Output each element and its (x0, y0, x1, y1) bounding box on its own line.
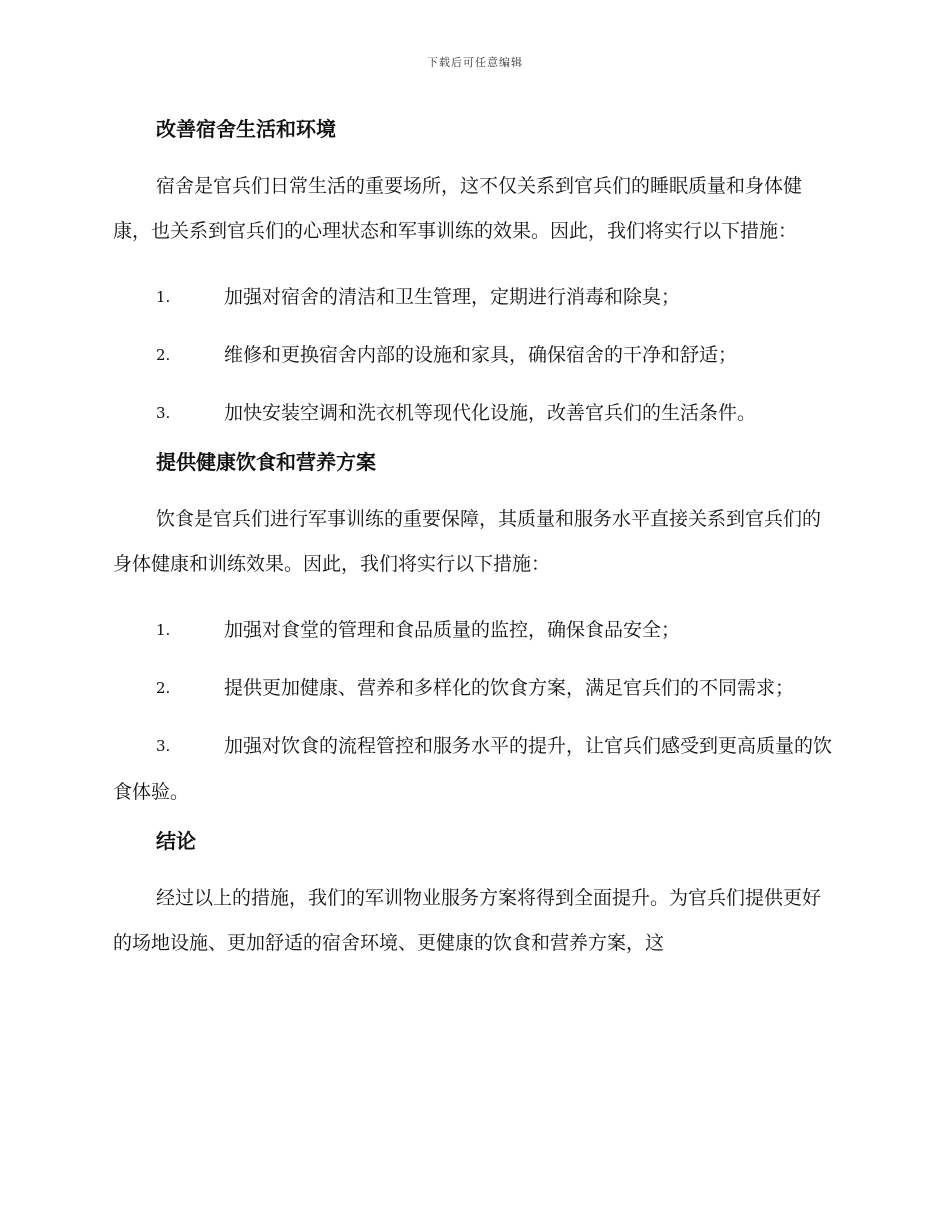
section-title: 改善宿舍生活和环境 (156, 117, 336, 141)
list-item-number: 3. (156, 737, 171, 755)
list-item (113, 274, 837, 320)
header-note: 下载后可任意编辑 (427, 56, 523, 69)
list-item-number: 1. (156, 288, 171, 306)
section-paragraph: 经过以上的措施，我们的军训物业服务方案将得到全面提升。为官兵们提供更好的场地设施、更加舒适的宿舍环境、更健康的饮食和营养方案，这 (113, 887, 822, 954)
measure-list (113, 607, 837, 815)
list-item-number: 1. (156, 621, 171, 639)
document-content (113, 115, 837, 986)
section-conclusion (113, 827, 837, 966)
list-item (113, 607, 837, 653)
measure-list (113, 274, 837, 436)
section-paragraph: 饮食是官兵们进行军事训练的重要保障，其质量和服务水平直接关系到官兵们的身体健康和训练效果。因此，我们将实行以下措施： (113, 508, 822, 575)
section-paragraph: 宿舍是官兵们日常生活的重要场所，这不仅关系到官兵们的睡眠质量和身体健康，也关系到官兵们的心理状态和军事训练的效果。因此，我们将实行以下措施： (113, 175, 803, 242)
list-item-number: 2. (156, 346, 171, 364)
list-item-text: 加快安装空调和洗衣机等现代化设施，改善官兵们的生活条件。 (224, 402, 757, 424)
list-item-text: 维修和更换宿舍内部的设施和家具，确保宿舍的干净和舒适； (224, 344, 738, 366)
list-item-text: 加强对宿舍的清洁和卫生管理，定期进行消毒和除臭； (224, 286, 681, 308)
list-item-text: 提供更加健康、营养和多样化的饮食方案，满足官兵们的不同需求； (224, 677, 795, 699)
section-dormitory (113, 115, 837, 436)
list-item (113, 665, 837, 711)
list-item-text: 加强对饮食的流程管控和服务水平的提升，让官兵们感受到更高质量的饮食体验。 (113, 735, 833, 803)
list-item-text: 加强对食堂的管理和食品质量的监控，确保食品安全； (224, 619, 681, 641)
list-item-number: 3. (156, 404, 171, 422)
list-item (113, 390, 837, 436)
list-item-number: 2. (156, 679, 171, 697)
section-title: 结论 (156, 829, 196, 853)
list-item (113, 723, 837, 815)
list-item (113, 332, 837, 378)
section-diet (113, 448, 837, 815)
section-title: 提供健康饮食和营养方案 (156, 450, 376, 474)
